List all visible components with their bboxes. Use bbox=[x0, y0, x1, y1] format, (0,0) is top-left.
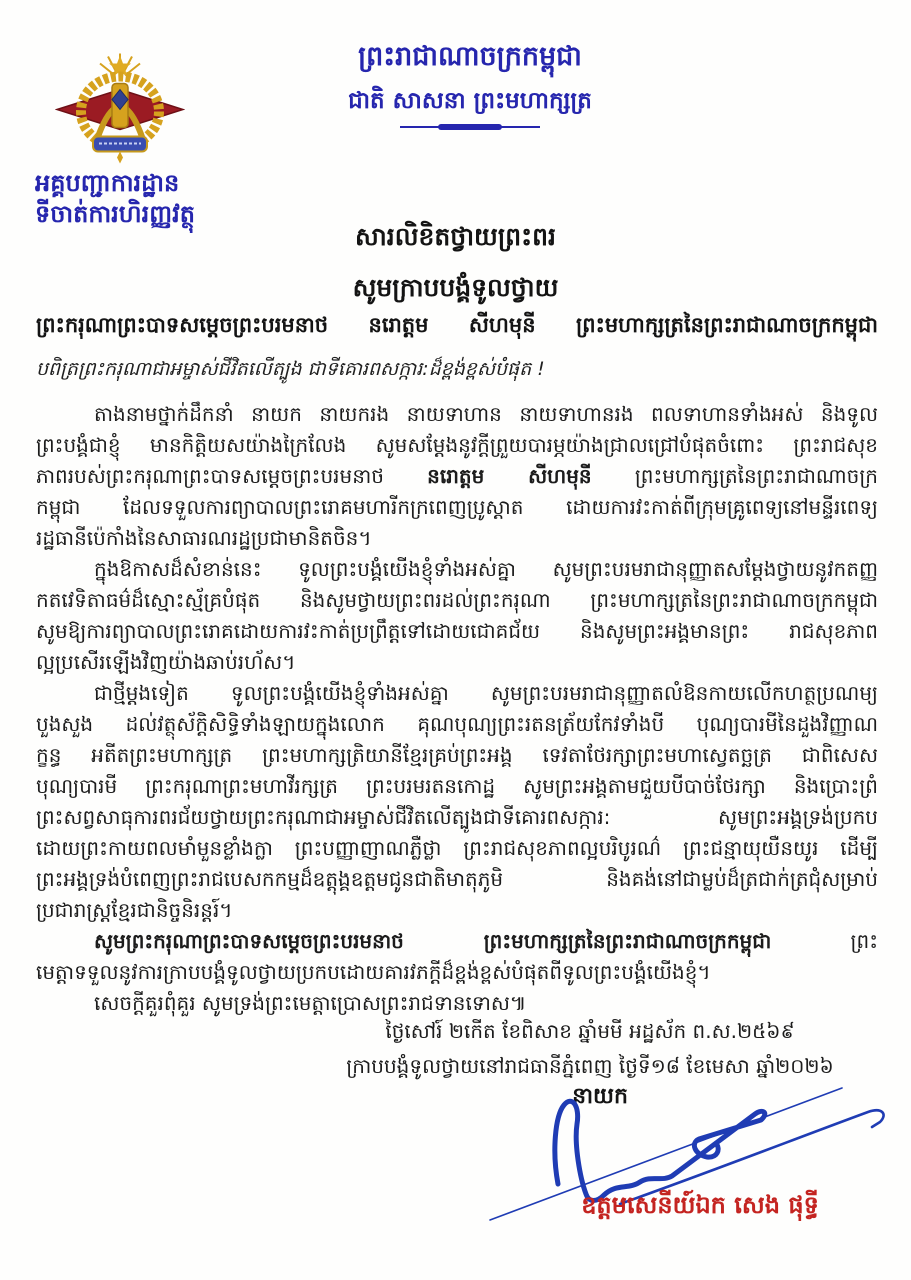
gregorian-date-line: ក្រាបបង្គំទូលថ្វាយនៅរាជធានីភ្នំពេញ ថ្ងៃទី១៨ ខែមេសា ឆ្នាំ២០២៦ bbox=[346, 1054, 834, 1078]
letter-title-line2: សូមក្រាបបង្គំទូលថ្វាយ bbox=[352, 273, 559, 302]
letter-body bbox=[36, 399, 878, 1019]
p4-line2: មេត្តាទទួលនូវការក្រាបបង្គំទូលថ្វាយប្រកបដោយគារវភក្តីដ៏ខ្ពង់ខ្ពស់បំផុតពីទូលព្រះបង្គំយើងខ្ញុំ។ bbox=[36, 960, 711, 984]
p1-line3-post: ព្រះមហាក្សត្រនៃព្រះរាជាណាចក្រ bbox=[591, 464, 878, 488]
signer-position: នាយក bbox=[572, 1084, 628, 1109]
p3-line4: បុណ្យបារមី ព្រះករុណាព្រះមហាវីរក្សត្រ ព្រះបរមរតនកោដ្ឋ សូមព្រះអង្គតាមជួយបីបាច់ថែរក្សា និងប្រោះព្រំ bbox=[36, 774, 878, 798]
p2-line4: ល្អប្រសើរឡើងវិញយ៉ាងឆាប់រហ័ស។ bbox=[36, 650, 296, 674]
p4-line1-tail: ព្រះ bbox=[771, 929, 878, 953]
organization-line2: ទីចាត់ការហិរញ្ញវត្ថុ bbox=[35, 200, 195, 228]
addressee-line: ព្រះករុណាព្រះបាទសម្តេចព្រះបរមនាថ នរោត្តម សីហមុនី ព្រះមហាក្សត្រនៃព្រះរាជាណាចក្រកម្ពុជា bbox=[36, 313, 878, 337]
p1-line1: តាងនាមថ្នាក់ដឹកនាំ នាយក នាយករង នាយទាហាន នាយទាហានរង ពលទាហានទាំងអស់ និងទូល bbox=[94, 402, 878, 426]
lunar-date-line: ថ្ងៃសៅរ៍ ២កើត ខែពិសាខ ឆ្នាំមមី អដ្ឋស័ក ព.ស.២៥៦៩ bbox=[385, 1019, 795, 1043]
p2-line2: កតវេទិតាធម៌ដ៏ស្មោះស្ម័គ្របំផុត និងសូមថ្វាយព្រះពរដល់ព្រះករុណា ព្រះមហាក្សត្រនៃព្រះរាជាណាចក្រកម្ពុជា bbox=[36, 588, 878, 612]
paragraph-1 bbox=[36, 399, 878, 554]
p3-line6: ដោយព្រះកាយពលមាំមួនខ្លាំងក្លា ព្រះបញ្ញាញាណភ្លឺថ្លា ព្រះរាជសុខភាពល្អបរិបូរណ៌ ព្រះជន្មាយុយឺនយូរ ដើម្បី bbox=[36, 836, 878, 860]
p1-line3 bbox=[36, 461, 878, 492]
p3-line1: ជាថ្មីម្តងទៀត ទូលព្រះបង្គំយើងខ្ញុំទាំងអស់គ្នា សូមព្រះបរមរាជានុញ្ញាតលំឱនកាយលើកហត្ថប្រណម្យ bbox=[94, 681, 878, 705]
paragraph-4 bbox=[36, 926, 878, 1019]
signer-name: ឧត្តមសេនីយ៍ឯក សេង ផុទ្ធី bbox=[581, 1191, 819, 1219]
p3-line7: ព្រះអង្គទ្រង់បំពេញព្រះរាជបេសកកម្មដ៏ឧត្តុង្គឧត្តមជូនជាតិមាតុភូមិ និងគង់នៅជាម្លប់ដ៏ត្រជាក់ត្រជុំសម្រាប់ bbox=[36, 867, 878, 891]
salutation-line: បពិត្រព្រះករុណាជាអម្ចាស់ជីវិតលើត្បូង ជាទីគោរពសក្ការ:ដ៏ខ្ពង់ខ្ពស់បំផុត ! bbox=[36, 358, 545, 380]
p3-line3: ក្ខន្ធ អតីតព្រះមហាក្សត្រ ព្រះមហាក្សត្រិយានីខ្មែរគ្រប់ព្រះអង្គ ទេវតាថែរក្សាព្រះមហាស្វេតច្ឆត្រ ជាពិសេស bbox=[36, 743, 878, 767]
p3-line2: បួងសួង ដល់វត្ថុស័ក្តិសិទ្ធិទាំងឡាយក្នុងលោក គុណបុណ្យព្រះរតនត្រ័យកែវទាំងបី បុណ្យបារមីនៃដួងវិញ្ញាណ bbox=[36, 712, 878, 736]
national-motto: ជាតិ សាសនា ព្រះមហាក្សត្រ bbox=[348, 88, 592, 114]
paragraph-2 bbox=[36, 554, 878, 678]
p3-line5: ព្រះសព្វសាធុការពរជ័យថ្វាយព្រះករុណាជាអម្ចាស់ជីវិតលើត្បូងជាទីគោរពសក្ការ: សូមព្រះអង្គទ្រង់ប្រកប bbox=[36, 805, 878, 829]
p3-line8: ប្រជារាស្ត្រខ្មែរជានិច្ចនិរន្តរ៍។ bbox=[36, 898, 233, 922]
p1-line2: ព្រះបង្គំជាខ្ញុំ មានកិត្តិយសយ៉ាងក្រៃលែង សូមសម្តែងនូវក្តីព្រួយបារម្ភយ៉ាងជ្រាលជ្រៅបំផុតចំពោះ ព្រះរាជសុខ bbox=[36, 433, 878, 457]
date-block bbox=[300, 1014, 880, 1084]
p2-line1: ក្នុងឱកាសដ៏សំខាន់នេះ ទូលព្រះបង្គំយើងខ្ញុំទាំងអស់គ្នា សូមព្រះបរមរាជានុញ្ញាតសម្តែងថ្វាយនូវកតញ្ញ bbox=[94, 557, 878, 581]
p1-line3-pre: ភាពរបស់ព្រះករុណាព្រះបាទសម្តេចព្រះបរមនាថ bbox=[36, 464, 428, 488]
p4-line1-bold: សូមព្រះករុណាព្រះបាទសម្តេចព្រះបរមនាថ ព្រះមហាក្សត្រនៃព្រះរាជាណាចក្រកម្ពុជា bbox=[94, 929, 772, 953]
p2-line3: សូមឱ្យការព្យាបាលព្រះរោគដោយការវះកាត់ប្រព្រឹត្តទៅដោយជោគជ័យ និងសូមព្រះអង្គមានព្រះ រាជសុខភាព bbox=[36, 619, 878, 643]
p4-line1 bbox=[36, 926, 878, 957]
p1-line5: រដ្ឋធានីប៉េកាំងនៃសាធារណរដ្ឋប្រជាមានិតចិន។ bbox=[36, 526, 372, 550]
p4-line3: សេចក្តីគួរពុំគួរ សូមទ្រង់ព្រះមេត្តាប្រោសព្រះរាជទានទោស៕ bbox=[94, 991, 527, 1015]
king-name-bold: នរោត្តម សីហមុនី bbox=[427, 464, 592, 488]
p1-line4: កម្ពុជា ដែលទទួលការព្យាបាលព្រះរោគមហារីកក្រពេញប្រូស្តាត ដោយការវះកាត់ពីក្រុមគ្រូពេទ្យនៅមន្ទីរពេទ្យ bbox=[36, 495, 878, 519]
organization-line1: អគ្គបញ្ជាការដ្ឋាន bbox=[35, 169, 180, 197]
national-header bbox=[160, 40, 780, 128]
kingdom-title: ព្រះរាជាណាចក្រកម្ពុជា bbox=[358, 41, 582, 72]
letter-title bbox=[100, 222, 811, 309]
letter-title-line1: សារលិខិតថ្វាយព្រះពរ bbox=[355, 222, 556, 251]
organization-name bbox=[35, 168, 285, 230]
header-divider bbox=[400, 126, 540, 128]
paragraph-3 bbox=[36, 678, 878, 926]
